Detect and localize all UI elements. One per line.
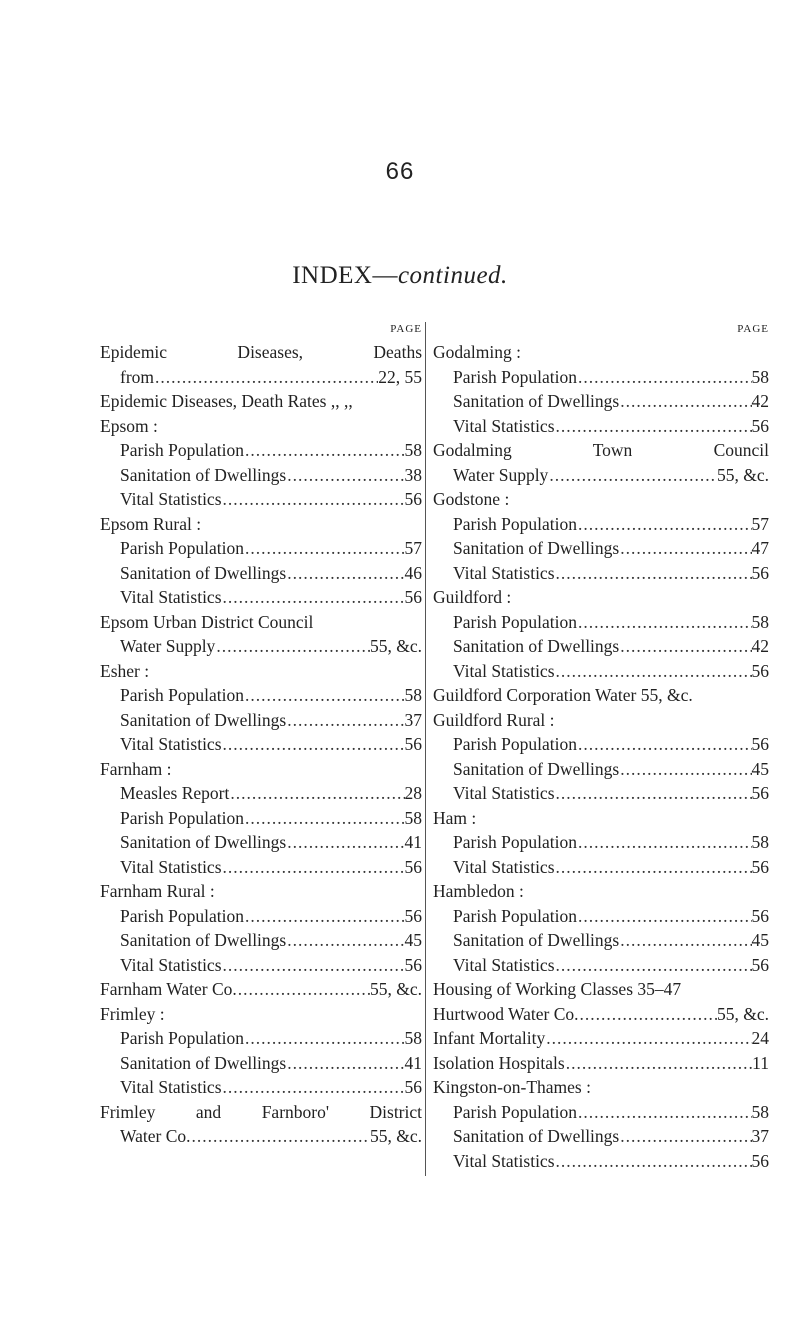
index-entry [100,781,422,806]
dot-leader [579,1002,717,1027]
index-entry [100,879,422,904]
dot-leader [222,487,405,512]
index-entry [100,610,422,635]
index-entry-text: Housing of Working Classes 35–47 [433,979,682,999]
index-right-column [433,320,769,1173]
index-entry-page: 37 [751,1126,769,1146]
index-entry-text: Sanitation of Dwellings [453,930,620,950]
index-entry-text: Parish Population [453,1101,577,1122]
dot-leader [222,585,405,610]
index-entry [100,708,422,733]
dot-leader [244,536,405,561]
index-entry-text: Godalming : [433,342,521,362]
index-entry-text: Sanitation of Dwellings [453,758,620,779]
index-entry-page: 56 [751,783,769,803]
index-entry [433,855,769,880]
index-entry-page: 56 [404,587,422,607]
index-entry-text: from [120,366,155,387]
index-entry-text: Epsom Urban District Council [100,611,314,632]
index-entry-page: 56 [751,562,769,583]
index-entry [433,340,769,365]
index-entry-page: 58 [751,366,769,387]
index-entry [100,585,422,610]
index-entry-text: Sanitation of Dwellings [120,709,287,730]
index-left-column [100,320,422,1149]
index-entry-text: Vital Statistics [453,1150,555,1171]
page-column-header: PAGE [390,323,422,335]
index-entry [100,732,422,757]
index-entry-text: Parish Population [120,440,244,460]
index-entry [100,1075,422,1100]
dot-leader [619,1124,751,1149]
index-entry-page: 38 [404,464,422,485]
index-entry-text: Epsom Rural : [100,513,202,534]
index-entry-page: 56 [751,1150,769,1171]
index-entry-page: 41 [404,832,422,852]
index-entry-page: 37 [404,709,422,730]
dot-leader [286,463,404,488]
index-entry [100,855,422,880]
dot-leader [577,830,752,855]
index-entry-text: Vital Statistics [453,562,555,583]
dot-leader [222,855,405,880]
index-entry-text: Vital Statistics [120,587,222,607]
index-entry [100,928,422,953]
index-entry-page: 58 [751,1101,769,1122]
index-entry [100,1026,422,1051]
index-entry-text: Guildford Corporation Water 55, &c. [433,685,693,705]
index-entry-text: Vital Statistics [453,856,555,877]
index-entry [433,757,769,782]
index-entry-page: 58 [404,440,422,460]
index-entry-text: Parish Population [120,807,244,828]
index-entry [100,757,422,782]
index-entry-text: Parish Population [453,513,577,534]
index-entry-text: Vital Statistics [120,1077,222,1097]
index-entry-text: Parish Population [120,1028,244,1048]
index-entry [433,1002,769,1027]
index-entry-text: Parish Population [120,905,244,926]
index-entries-left [100,340,422,1149]
index-entry-text: Farnham Water Co. [100,979,237,999]
index-entry-page: 55, &c. [369,636,422,656]
index-entry-page: 45 [751,930,769,950]
index-entry-text: Parish Population [453,832,577,852]
dot-leader [191,1124,370,1149]
index-entry-page: 56 [404,905,422,926]
index-entry-page: 41 [404,1052,422,1073]
index-entry-page: 42 [751,391,769,411]
index-entry [100,1051,422,1076]
dot-leader [577,512,752,537]
index-entry-text: Water Co. [120,1126,191,1146]
index-entry-text: Vital Statistics [120,734,222,754]
index-entry-text: Parish Population [453,734,577,754]
dot-leader [619,536,751,561]
index-entry-text: Sanitation of Dwellings [453,538,620,558]
index-entry [100,512,422,537]
dot-leader [286,561,404,586]
index-entry-page: 28 [404,783,422,803]
index-entry [433,585,769,610]
index-entry [433,928,769,953]
index-entry [433,806,769,831]
index-entry-text: Water Supply [453,464,549,485]
index-entry-page: 58 [404,685,422,705]
index-entry-text: Vital Statistics [120,954,222,975]
dot-leader [545,1026,751,1051]
column-divider [425,322,426,1176]
index-entry-text: Frimley and Farnboro' District [100,1101,422,1122]
index-entry [433,634,769,659]
index-entry [100,561,422,586]
index-entry-text: Godalming Town Council [433,440,769,460]
dot-leader [619,634,751,659]
index-entry-text: Esher : [100,660,150,681]
index-entry-page: 57 [404,538,422,558]
dot-leader [555,855,752,880]
index-entry-page: 56 [404,856,422,877]
index-entry [433,732,769,757]
dot-leader [244,1026,405,1051]
index-entry-page: 57 [751,513,769,534]
index-entry [100,830,422,855]
index-entry-text: Parish Population [453,611,577,632]
dot-leader [577,1100,752,1125]
index-entry [100,487,422,512]
index-entry [433,683,769,708]
index-entry-text: Sanitation of Dwellings [120,562,287,583]
index-entry-page: 22, 55 [378,366,422,387]
index-entry [433,512,769,537]
index-entry-text: Farnham : [100,758,172,779]
dot-leader [244,806,405,831]
index-entry [100,659,422,684]
dot-leader [577,610,752,635]
index-entry [433,1075,769,1100]
index-entry [100,806,422,831]
index-entry-text: Kingston-on-Thames : [433,1077,591,1097]
index-entry [433,438,769,463]
index-entry [433,610,769,635]
index-entry [433,659,769,684]
index-entry [100,953,422,978]
index-entry-page: 58 [404,1028,422,1048]
dot-leader [619,757,751,782]
dot-leader [555,659,752,684]
index-entry-page: 56 [751,905,769,926]
index-entry [100,389,422,414]
index-entry [100,414,422,439]
dot-leader [286,708,404,733]
index-entry-text: Vital Statistics [453,954,555,975]
index-entry-text: Parish Population [453,905,577,926]
index-entry-text: Sanitation of Dwellings [120,1052,287,1073]
index-entry-page: 56 [751,734,769,754]
index-entry-text: Sanitation of Dwellings [120,832,287,852]
dot-leader [215,634,370,659]
page-title [0,262,800,290]
index-entry-text: Epidemic Diseases, Deaths [100,342,422,362]
index-entry [433,536,769,561]
dot-leader [244,683,405,708]
dot-leader [555,1149,752,1174]
index-entry [100,463,422,488]
index-entry [433,879,769,904]
page-column-header: PAGE [737,323,769,335]
index-entry-page: 24 [751,1028,769,1048]
index-entry [100,340,422,365]
index-entry-text: Guildford : [433,587,512,607]
index-entry [433,904,769,929]
index-entry [433,781,769,806]
index-entry-text: Infant Mortality [433,1028,546,1048]
index-entry-text: Guildford Rural : [433,709,555,730]
index-entry [100,904,422,929]
index-entry-text: Sanitation of Dwellings [120,464,287,485]
index-entry-page: 45 [404,930,422,950]
dot-leader [619,389,751,414]
index-entry-page: 56 [404,734,422,754]
index-entry-text: Epidemic Diseases, Death Rates ,, ,, [100,391,353,411]
index-entry-text: Sanitation of Dwellings [453,636,620,656]
index-entry-text: Water Supply [120,636,216,656]
dot-leader [619,928,751,953]
dot-leader [577,365,752,390]
index-entry [433,1149,769,1174]
index-entry [100,1124,422,1149]
index-entry [433,953,769,978]
index-entry [433,1124,769,1149]
dot-leader [222,732,405,757]
index-entry [433,561,769,586]
index-entry-text: Parish Population [120,538,244,558]
index-entries-right [433,340,769,1173]
index-entry [100,977,422,1002]
index-entry-page: 45 [751,758,769,779]
index-entry-page: 55, &c. [716,464,769,485]
title-continued: continued. [397,262,508,289]
index-entry [433,1026,769,1051]
index-entry [433,1051,769,1076]
dot-leader [565,1051,752,1076]
index-entry-text: Vital Statistics [120,489,222,509]
index-entry-text: Vital Statistics [453,415,555,436]
index-entry-page: 56 [751,856,769,877]
index-entry-text: Isolation Hospitals [433,1052,565,1073]
index-entry-text: Parish Population [120,685,244,705]
index-entry-page: 56 [751,415,769,436]
dot-leader [286,928,404,953]
index-entry [100,1100,422,1125]
index-entry-text: Hurtwood Water Co. [433,1003,579,1024]
index-entry [433,1100,769,1125]
index-entry-page: 56 [404,489,422,509]
index-entry-text: Sanitation of Dwellings [120,930,287,950]
index-entry-page: 56 [751,660,769,681]
index-entry [433,487,769,512]
index-entry-text: Epsom : [100,415,158,436]
dot-leader [244,438,405,463]
dot-leader [555,781,752,806]
index-entry [433,414,769,439]
dot-leader [577,904,752,929]
dot-leader [286,1051,404,1076]
index-entry-page: 56 [404,1077,422,1097]
index-entry [100,1002,422,1027]
index-entry [433,830,769,855]
index-entry-text: Vital Statistics [453,660,555,681]
dot-leader [237,977,370,1002]
index-entry [100,634,422,659]
index-entry-text: Godstone : [433,489,510,509]
index-entry-text: Vital Statistics [120,856,222,877]
index-entry-text: Sanitation of Dwellings [453,1126,620,1146]
index-entry-text: Measles Report [120,783,230,803]
index-entry-page: 11 [752,1052,769,1073]
index-entry-page: 55, &c. [369,979,422,999]
index-entry-page: 55, &c. [369,1126,422,1146]
title-main: INDEX— [292,262,398,289]
index-entry [433,708,769,733]
dot-leader [286,830,404,855]
dot-leader [555,561,752,586]
index-entry [433,463,769,488]
dot-leader [555,414,752,439]
index-entry [100,438,422,463]
dot-leader [244,904,405,929]
index-entry-page: 47 [751,538,769,558]
index-entry-page: 56 [404,954,422,975]
index-entry [433,389,769,414]
index-entry-page: 55, &c. [716,1003,769,1024]
index-entry-text: Hambledon : [433,881,524,901]
index-entry-text: Ham : [433,807,477,828]
index-entry-text: Parish Population [453,366,577,387]
index-entry [433,977,769,1002]
index-entry-text: Sanitation of Dwellings [453,391,620,411]
index-entry [433,365,769,390]
index-entry-text: Frimley : [100,1003,165,1024]
dot-leader [555,953,752,978]
dot-leader [222,1075,405,1100]
index-entry-page: 46 [404,562,422,583]
index-entry [100,365,422,390]
index-entry [100,683,422,708]
dot-leader [222,953,405,978]
dot-leader [154,365,378,390]
index-entry-page: 42 [751,636,769,656]
index-entry-page: 58 [751,611,769,632]
index-entry-page: 58 [404,807,422,828]
page-number: 66 [385,158,415,185]
index-entry-text: Vital Statistics [453,783,555,803]
dot-leader [229,781,404,806]
dot-leader [577,732,752,757]
index-entry [100,536,422,561]
dot-leader [548,463,717,488]
index-entry-text: Farnham Rural : [100,881,215,901]
index-entry-page: 58 [751,832,769,852]
index-entry-page: 56 [751,954,769,975]
